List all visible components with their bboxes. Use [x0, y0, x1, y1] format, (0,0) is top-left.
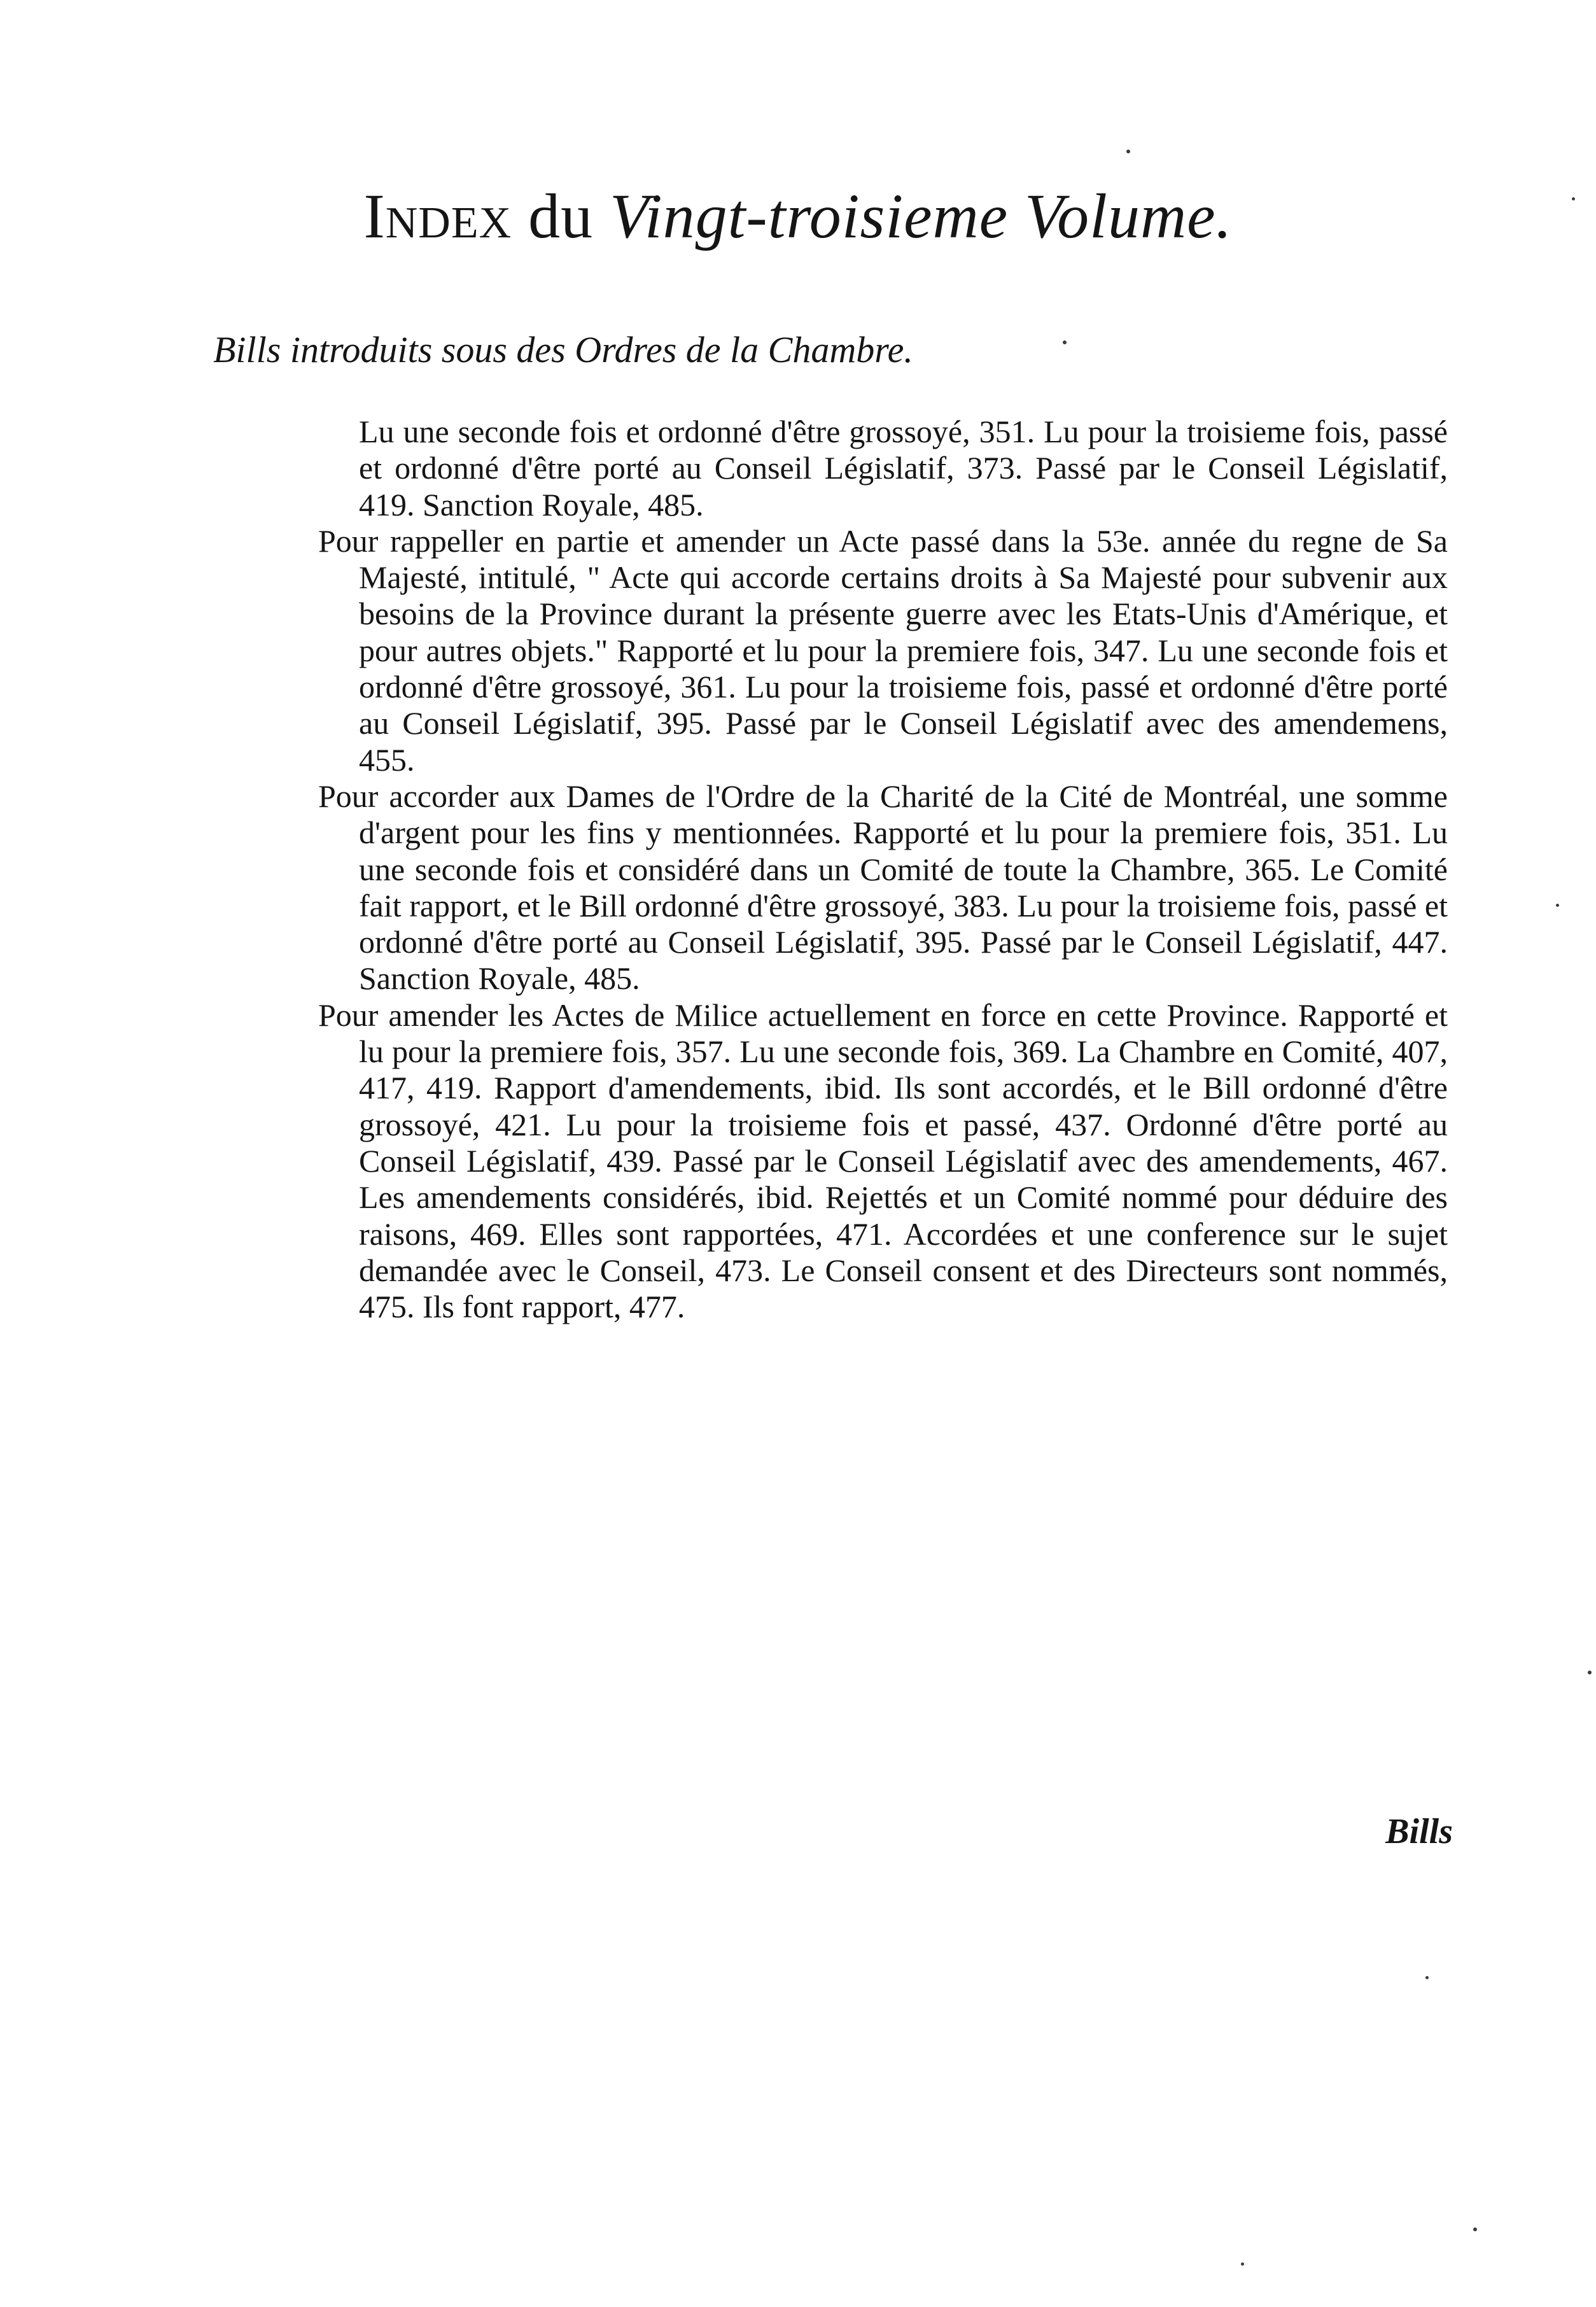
scan-speck [1473, 2227, 1477, 2231]
scan-speck [1063, 340, 1067, 344]
index-entry: Lu une seconde fois et ordonné d'être grossoyé, 351. Lu pour la troisieme fois, passé et ordonné d'être porté au Conseil Législatif, 373. Passé par le Conseil Législatif, 419. Sanction Royale, 485. [359, 414, 1448, 522]
scan-speck [1241, 2262, 1244, 2266]
scan-speck [1572, 197, 1575, 200]
index-entry: Pour accorder aux Dames de l'Ordre de la Charité de la Cité de Montréal, une somme d'argent pour les fins y mentionnées. Rapporté et lu pour la premiere fois, 351. Lu une seconde fois et considéré dans un Comité de toute la Chambre, 365. Le Comité fait rapport, et le Bill ordonné d'être grossoyé, 383. Lu pour la troisieme fois, passé et ordonné d'être porté au Conseil Législatif, 395. Passé par le Conseil Législatif, 447. Sanction Royale, 485. [318, 778, 1448, 997]
index-entry: Pour rappeller en partie et amender un Acte passé dans la 53e. année du regne de Sa Majesté, intitulé, " Acte qui accorde certains droits à Sa Majesté pour subvenir aux besoins de la Province durant la présente guerre avec les Etats-Unis d'Amérique, et pour autres objets." Rapporté et lu pour la premiere fois, 347. Lu une seconde fois et ordonné d'être grossoyé, 361. Lu pour la troisieme fois, passé et ordonné d'être porté au Conseil Législatif, 395. Passé par le Conseil Législatif avec des amendemens, 455. [318, 522, 1448, 778]
index-word: Index [363, 181, 512, 251]
index-entry: Pour amender les Actes de Milice actuellement en force en cette Province. Rapporté et lu pour la premiere fois, 357. Lu une seconde fois, 369. La Chambre en Comité, 407, 417, 419. Rapport d'amendements, ibid. Ils sont accordés, et le Bill ordonné d'être grossoyé, 421. Lu pour la troisieme fois et passé, 437. Ordonné d'être porté au Conseil Législatif, 439. Passé par le Conseil Législatif avec des amendements, 467. Les amendements considérés, ibid. Rejettés et un Comité nommé pour déduire des raisons, 469. Elles sont rapportées, 471. Accordées et une conference sur le sujet demandée avec le Conseil, 473. Le Conseil consent et des Directeurs sont nommés, 475. Ils font rapport, 477. [318, 997, 1448, 1325]
scan-speck [1425, 1976, 1429, 1979]
connector-word: du [528, 181, 594, 251]
index-entries [318, 414, 1448, 1325]
running-head [0, 181, 1596, 251]
volume-title: Vingt-troisieme Volume. [610, 181, 1233, 251]
scan-speck [1556, 904, 1559, 907]
scan-speck [1588, 1671, 1592, 1674]
catchword: Bills [1385, 1812, 1453, 1851]
scan-speck [1126, 150, 1130, 153]
section-heading: Bills introduits sous des Ordres de la Chambre. [213, 329, 913, 370]
